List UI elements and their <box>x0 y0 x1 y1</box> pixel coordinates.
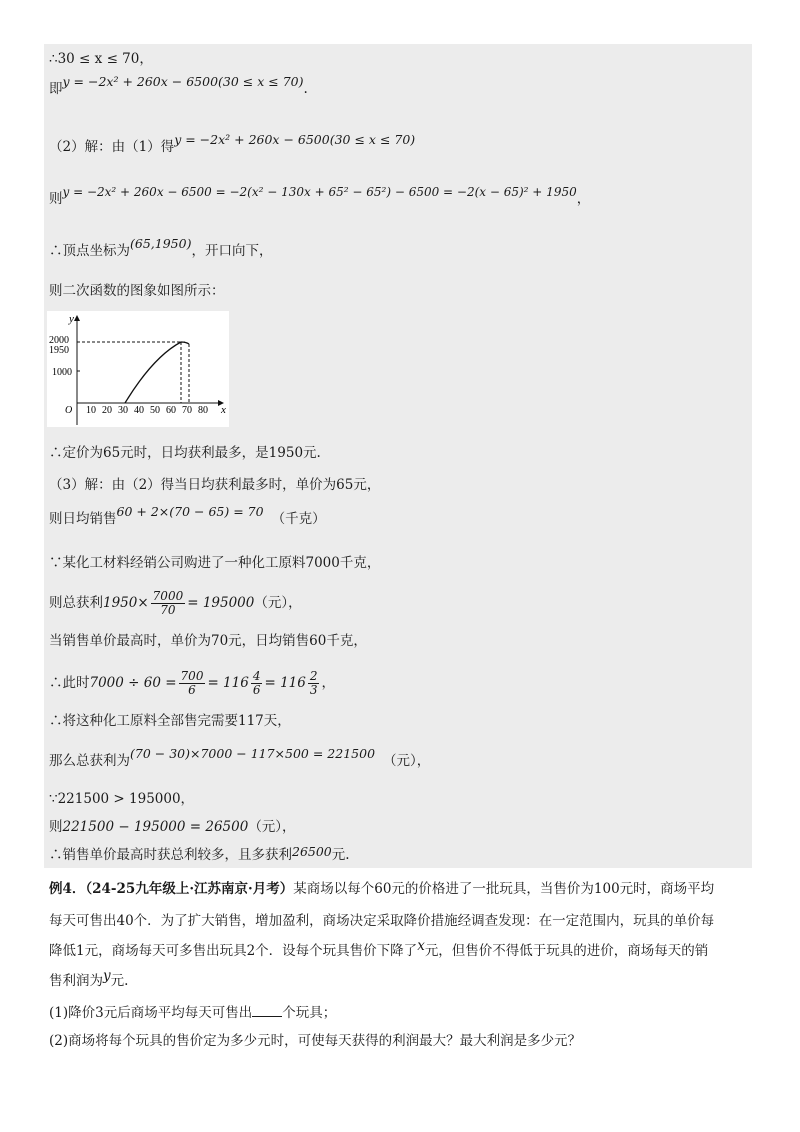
example-4-line-4: 售利润为y元. <box>49 968 129 989</box>
y-tick-1950: 1950 <box>49 345 69 356</box>
solution-line-6: 则二次函数的图象如图所示： <box>49 283 225 299</box>
y-tick-1000: 1000 <box>52 367 72 378</box>
x-tick-40: 40 <box>134 405 144 416</box>
solution-line-13: ∴此时7000 ÷ 60 = $\frac{700}{6}$ = 116 $\frac{4}{6}$ = 116 $\frac{2}{3}$ ， <box>49 669 335 697</box>
x-tick-20: 20 <box>102 405 112 416</box>
solution-line-11: 则总获利1950× $\frac{7000}{70}$ = 195000（元）， <box>49 589 302 617</box>
x-axis-label: x <box>221 404 226 416</box>
solution-line-5: ∴顶点坐标为(65,1950)，开口向下， <box>49 236 273 259</box>
solution-line-12: 当销售单价最高时，单价为70元，日均销售60千克， <box>49 633 367 649</box>
parabola-curve <box>125 342 189 403</box>
example-4-line-2: 每天可售出40个．为了扩大销售，增加盈利，商场决定采取降价措施经调查发现：在一定范围内，玩具的单价每 <box>49 913 715 929</box>
formula: y = −2x² + 260x − 6500 = −2(x² − 130x + 65² − 65²) − 6500 = −2(x − 65)² + 1950 <box>62 185 577 199</box>
solution-line-7: ∴定价为65元时，日均获利最多，是1950元. <box>49 445 321 461</box>
formula: y = −2x² + 260x − 6500(30 ≤ x ≤ 70) <box>62 74 304 89</box>
example-4-line-3: 降低1元，商场每天可多售出玩具2个．设每个玩具售价下降了x元，但售价不得低于玩具的进价，商场每天的销 <box>49 938 709 959</box>
x-tick-60: 60 <box>166 405 176 416</box>
solution-line-18: ∴销售单价最高时获总利较多，且多获利26500元. <box>49 844 350 863</box>
solution-line-3: （2）解：由（1）得y = −2x² + 260x − 6500(30 ≤ x ≤ 70) <box>49 132 416 155</box>
x-tick-80: 80 <box>198 405 208 416</box>
solution-line-16: ∵221500 > 195000， <box>49 791 195 807</box>
quadratic-graph <box>47 311 229 427</box>
solution-line-2: 即y = −2x² + 260x − 6500(30 ≤ x ≤ 70). <box>49 74 308 97</box>
x-tick-70: 70 <box>182 405 192 416</box>
question-1: (1)降价3元后商场平均每天可售出 个玩具； <box>49 1005 337 1021</box>
formula: (65,1950) <box>130 236 192 251</box>
example-4-line-1: 例4．（24-25九年级上·江苏南京·月考）某商场以每个60元的价格进了一批玩具，当售价为100元时，商场平均 <box>49 881 715 897</box>
solution-line-8: （3）解：由（2）得当日均获利最多时，单价为65元， <box>49 477 381 493</box>
formula: y = −2x² + 260x − 6500(30 ≤ x ≤ 70) <box>174 132 416 147</box>
formula: (70 − 30)×7000 − 117×500 = 221500 <box>130 746 376 761</box>
y-tick-2000: 2000 <box>49 335 69 346</box>
x-tick-10: 10 <box>86 405 96 416</box>
solution-line-1: ∴30 ≤ x ≤ 70， <box>49 51 153 67</box>
solution-line-14: ∴将这种化工原料全部售完需要117天， <box>49 713 291 729</box>
formula: 60 + 2×(70 − 65) = 70 <box>116 504 264 519</box>
answer-blank <box>252 1004 282 1017</box>
x-tick-30: 30 <box>118 405 128 416</box>
graph-svg <box>47 311 229 427</box>
solution-line-4: 则y = −2x² + 260x − 6500 = −2(x² − 130x + 65² − 65²) − 6500 = −2(x − 65)² + 1950， <box>49 185 591 207</box>
origin-label: O <box>65 405 73 416</box>
example-title: 例4．（24-25九年级上·江苏南京·月考） <box>49 881 294 897</box>
solution-line-15: 那么总获利为(70 − 30)×7000 − 117×500 = 221500 （元）， <box>49 746 431 769</box>
question-2: (2)商场将每个玩具的售价定为多少元时，可使每天获得的利润最大？最大利润是多少元？ <box>49 1033 582 1049</box>
solution-line-17: 则221500 − 195000 = 26500（元）， <box>49 819 296 835</box>
x-tick-50: 50 <box>150 405 160 416</box>
solution-line-10: ∵某化工材料经销公司购进了一种化工原料7000千克， <box>49 555 381 571</box>
y-axis-label: y <box>69 313 74 325</box>
solution-line-9: 则日均销售60 + 2×(70 − 65) = 70 （千克） <box>49 504 326 527</box>
